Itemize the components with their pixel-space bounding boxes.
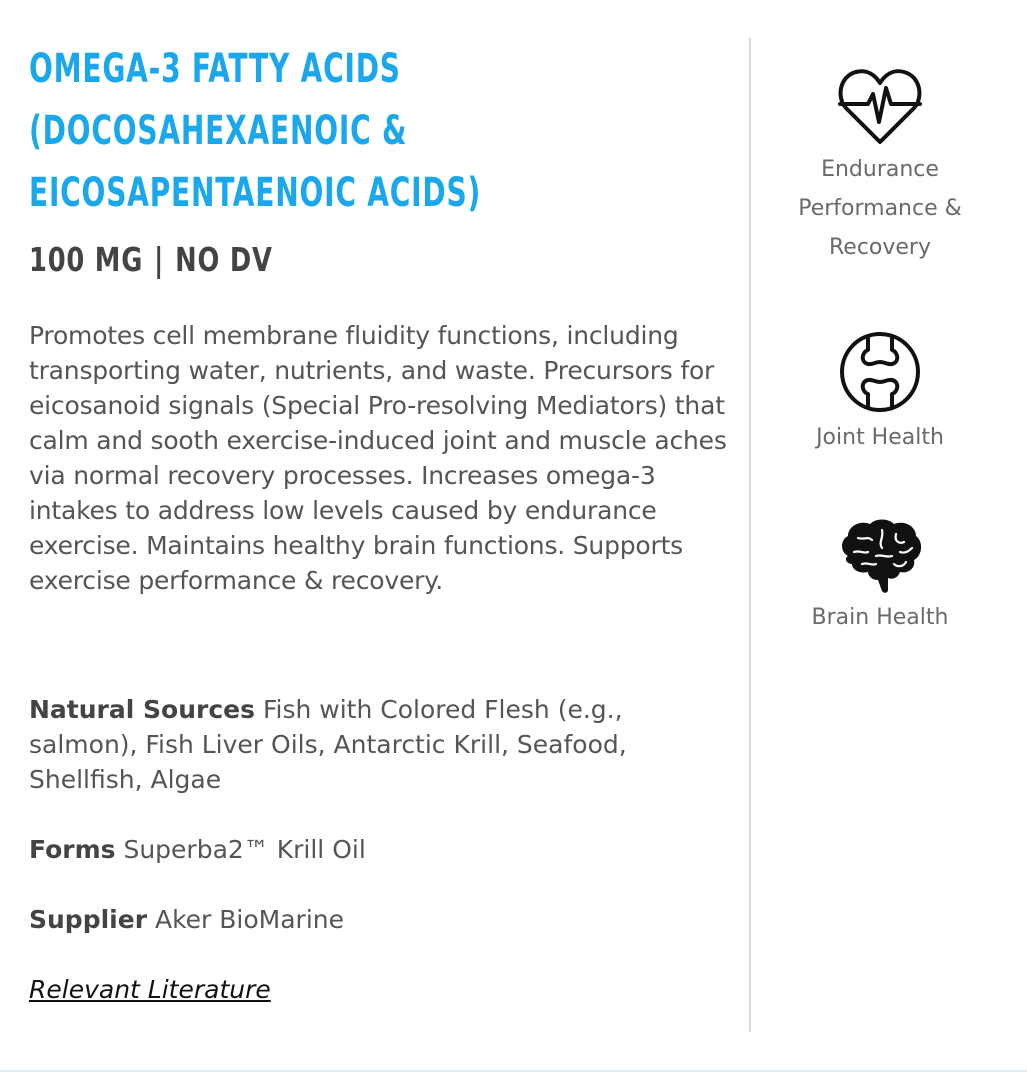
section-bottom-border [0,1070,1027,1072]
forms [29,832,729,867]
supplier [29,902,729,937]
forms-value: Superba2™ Krill Oil [123,835,366,864]
joint-icon [838,330,922,414]
brain-icon [838,518,922,594]
column-divider [749,38,751,1032]
benefit-joint [770,330,990,457]
forms-label: Forms [29,835,116,864]
dose-amount: 100 MG [29,240,144,279]
natural-sources [29,692,729,797]
ingredient-description: Promotes cell membrane fluidity functions, including transporting water, nutrients, and waste. Precursors for eicosanoid signals (Special Pro-resolving Mediators) that calm and sooth exercise-induced joint and muscle aches via normal recovery processes. Increases omega-3 intakes to address low levels caused by endurance exercise. Maintains healthy brain functions. Supports exercise performance & recovery. [29,321,727,595]
natural-sources-label: Natural Sources [29,695,255,724]
ingredient-panel [29,38,729,1004]
heart-pulse-icon [838,66,922,146]
natural-sources-value: Fish with Colored Flesh (e.g., salmon), Fish Liver Oils, Antarctic Krill, Seafood, Shellfish, Algae [29,695,627,794]
supplier-value: Aker BioMarine [154,905,345,934]
dose-dv: NO DV [175,240,273,279]
benefit-brain [770,518,990,637]
supplier-label: Supplier [29,905,148,934]
benefit-joint-label: Joint Health [816,425,944,450]
dose-separator: | [154,240,165,279]
benefit-brain-label: Brain Health [811,605,949,630]
benefit-endurance-label: Endurance Performance & Recovery [798,157,962,260]
ingredient-title: OMEGA-3 FATTY ACIDS (DOCOSAHEXAENOIC & EICOSAPENTAENOIC ACIDS) [29,46,482,216]
relevant-literature-link[interactable]: Relevant Literature [29,975,271,1004]
dose-line [29,240,273,280]
benefit-endurance [770,66,990,267]
